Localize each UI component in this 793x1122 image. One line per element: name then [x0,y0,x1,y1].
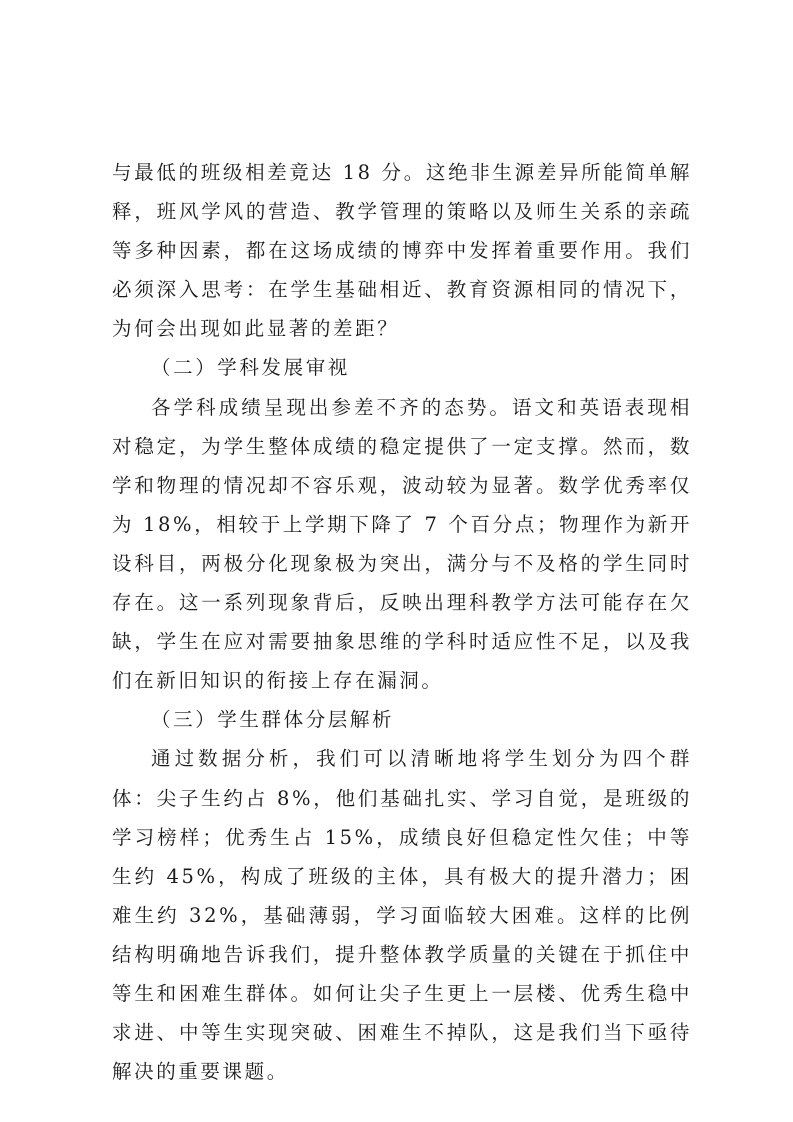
paragraph-student-tiers: 通过数据分析，我们可以清晰地将学生划分为四个群体：尖子生约占 8%，他们基础扎实、学习自觉，是班级的学习榜样；优秀生占 15%，成绩良好但稳定性欠佳；中等生约 45%，构成了班级的主体，具有极大的提升潜力；困难生约 32%，基础薄弱，学习面临较大困难。这样的比例结构明确地告诉我们，提升整体教学质量的关键在于抓住中等生和困难生群体。如何让尖子生更上一层楼、优秀生稳中求进、中等生实现突破、困难生不掉队，这是我们当下亟待解决的重要课题。 [112,747,692,1084]
paragraph-class-gap: 与最低的班级相差竟达 18 分。这绝非生源差异所能简单解释，班风学风的营造、教学管理的策略以及师生关系的亲疏等多种因素，都在这场成绩的博弈中发挥着重要作用。我们必须深入思考：在学生基础相近、教育资源相同的情况下，为何会出现如此显著的差距？ [112,161,692,341]
section-heading-student-groups: （三）学生群体分层解析 [151,708,395,732]
paragraph-subject-performance: 各学科成绩呈现出参差不齐的态势。语文和英语表现相对稳定，为学生整体成绩的稳定提供了一定支撑。然而，数学和物理的情况却不容乐观，波动较为显著。数学优秀率仅为 18%，相较于上学期下降了 7 个百分点；物理作为新开设科目，两极分化现象极为突出，满分与不及格的学生同时存在。这一系列现象背后，反映出理科教学方法可能存在欠缺，学生在应对需要抽象思维的学科时适应性不足，以及我们在新旧知识的衔接上存在漏洞。 [112,395,692,693]
section-heading-subject-review: （二）学科发展审视 [151,356,350,380]
document-body [112,153,692,1091]
